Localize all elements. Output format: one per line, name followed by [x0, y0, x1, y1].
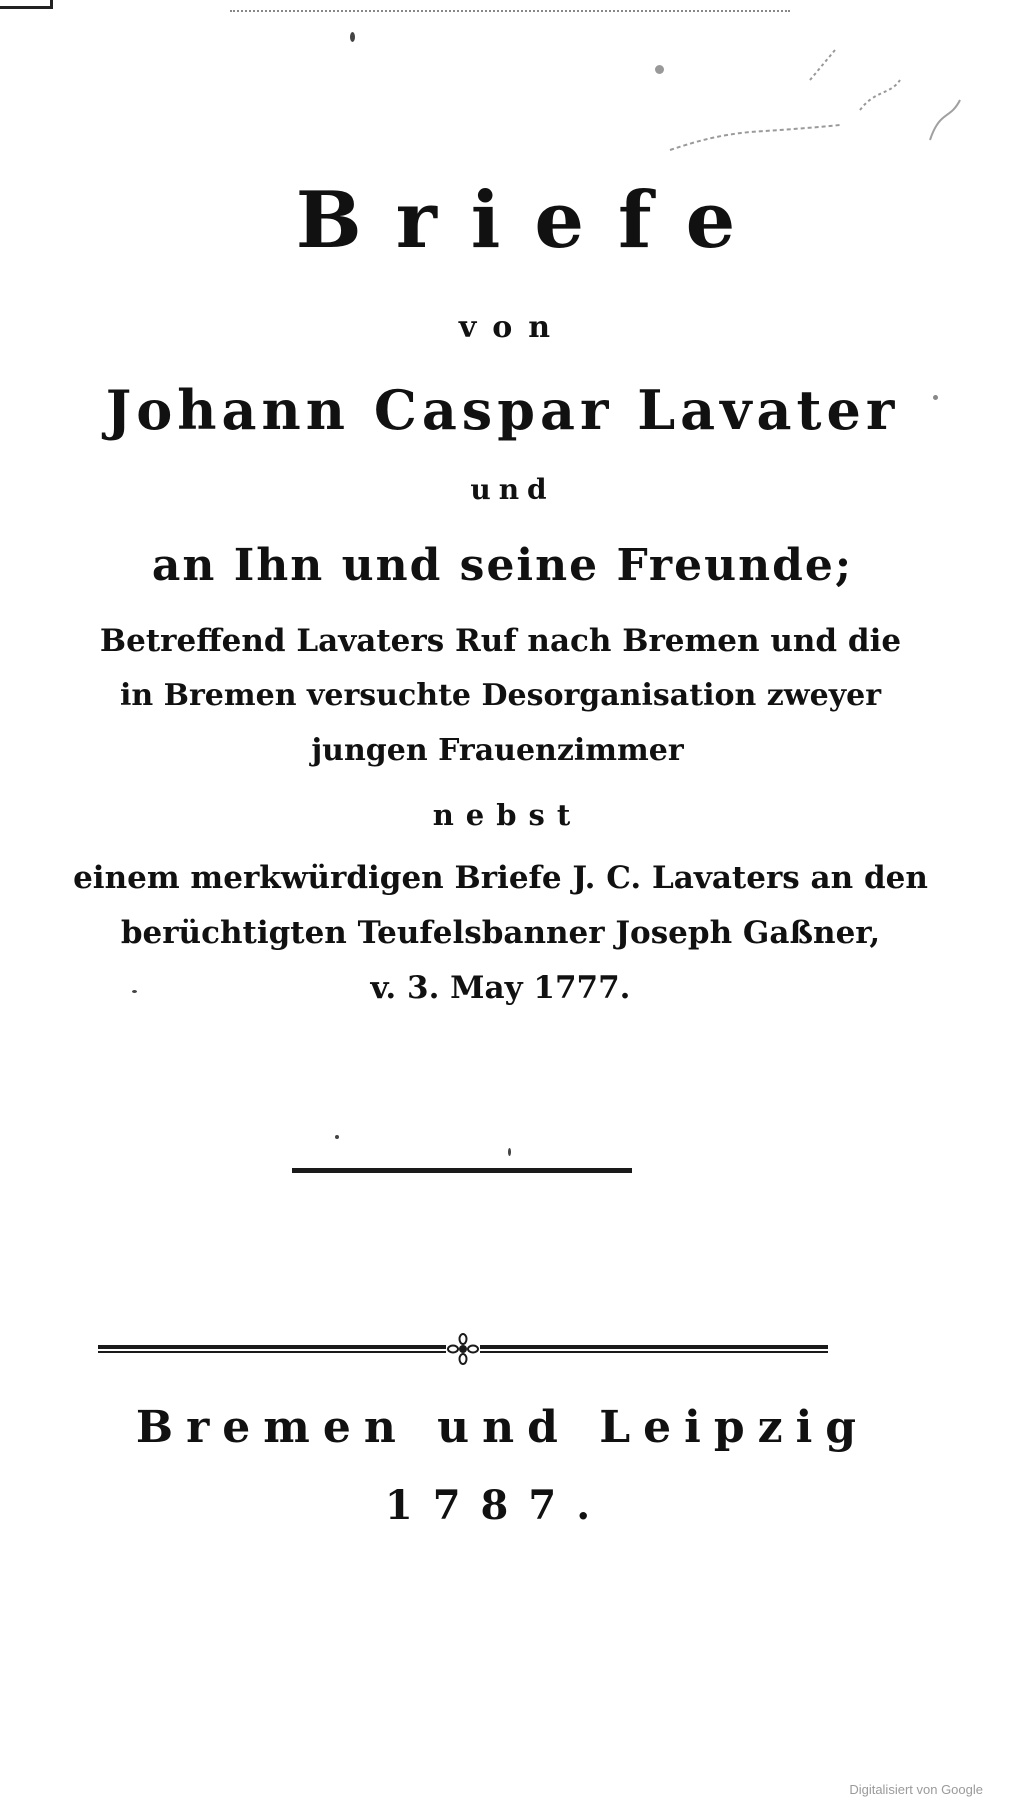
paper-speck: [508, 1148, 511, 1156]
book-title: Briefe: [295, 175, 770, 266]
paper-speck: [655, 65, 664, 74]
title-von: von: [458, 310, 567, 345]
flower-ornament-icon: [446, 1332, 480, 1366]
ornamental-rule: [98, 1342, 828, 1358]
paper-speck: [335, 1135, 339, 1139]
pencil-annotation: [660, 40, 990, 170]
short-rule: [292, 1168, 632, 1173]
imprint-place: Bremen und Leipzig: [135, 1402, 870, 1453]
letter-line-3: v. 3. May 1777.: [370, 970, 631, 1006]
letter-line-1: einem merkwürdigen Briefe J. C. Lavaters an den: [73, 860, 928, 896]
author-name: Johann Caspar Lavater: [105, 378, 900, 442]
recipients-line: an Ihn und seine Freunde;: [151, 540, 854, 591]
title-und: und: [470, 473, 555, 506]
digitization-watermark: Digitalisiert von Google: [849, 1782, 983, 1797]
paper-speck: [132, 990, 137, 993]
subtitle-line-2: in Bremen versuchte Desorganisation zweyer: [119, 678, 882, 713]
top-edge-marks: [230, 10, 790, 14]
nebst-line: nebst: [432, 798, 583, 832]
page-corner-mark: [0, 0, 53, 9]
paper-speck: [933, 395, 938, 400]
subtitle-line-1: Betreffend Lavaters Ruf nach Bremen und die: [99, 623, 902, 659]
paper-speck: [350, 32, 355, 42]
imprint-year: 1787.: [384, 1482, 611, 1529]
subtitle-line-3: jungen Frauenzimmer: [311, 733, 684, 768]
letter-line-2: berüchtigten Teufelsbanner Joseph Gaßner,: [120, 915, 881, 951]
